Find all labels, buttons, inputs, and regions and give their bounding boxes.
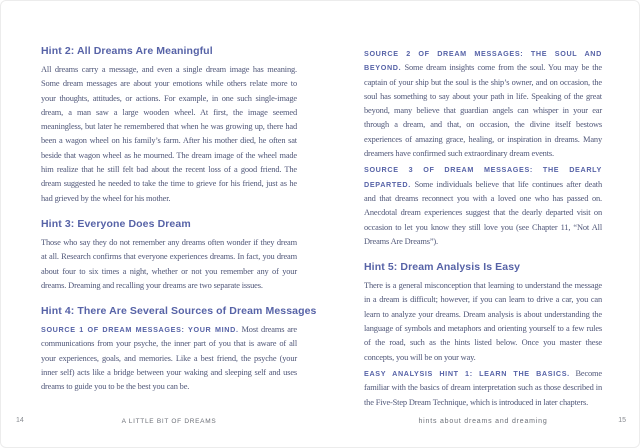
body-paragraph [41, 236, 297, 293]
paragraph-text: There is a general misconception that learning to understand the message in a dream is difficult; however, if you can learn to drive a car, you can learn to analyze your dreams. Dream analysis is about understanding the language of symbols and metaphors and orienting yourself to a few rules of the road, such as the hints listed below. Once you master these concepts, you will be on your way. [364, 281, 602, 362]
paragraph-text: Some dream insights come from the soul. You may be the captain of your ship but the soul is the ship’s owner, and on occasion, the soul has something to say about your path in life. Speaking of the great beyond, many believe that guardian angels can whisper in your ear through a dream, and that, on occasion, the divine itself bestows experiences of amazing grace, healing, or inspiration in dreams. Many dreamers have confirmed such extraordinary dream events. [364, 63, 602, 159]
section-hint-4 [41, 305, 317, 394]
section-heading: Hint 3: Everyone Does Dream [41, 217, 191, 230]
left-running-footer: A LITTLE BIT OF DREAMS [121, 418, 217, 425]
body-paragraph [41, 323, 297, 394]
paragraph-text: Those who say they do not remember any dreams often wonder if they dream at all. Research confirms that everyone experiences dreams. In fact, you dream about four to six times a night, whether or not you remember any of your dreams. Dreaming and recalling your dreams are two separate issues. [41, 237, 297, 290]
run-in-subheading: SOURCE 2 OF DREAM MESSAGES: THE SOUL AND BEYOND. [364, 49, 602, 73]
body-paragraph [364, 279, 602, 365]
left-page-text-column [41, 45, 317, 395]
section-sources-continued [364, 47, 602, 249]
section-heading: Hint 5: Dream Analysis Is Easy [364, 261, 521, 274]
body-paragraph [364, 47, 602, 161]
body-paragraph [364, 163, 602, 249]
paragraph-text: Most dreams are communications from your psyche, the inner part of you that is aware of all your experiences, goals, and memories. Like a best friend, the psyche (your inner self) acts like a bridge between your waking and sleeping self and uses dreams to guide you to be the best you can be. [41, 325, 297, 392]
section-hint-5 [364, 261, 602, 410]
section-heading: Hint 4: There Are Several Sources of Dream Messages [41, 305, 317, 318]
section-hint-3 [41, 218, 297, 293]
left-page-number: 14 [16, 417, 24, 424]
run-in-subheading: EASY ANALYSIS HINT 1: LEARN THE BASICS. [364, 368, 570, 378]
paragraph-text: Some individuals believe that life continues after death and that dreams reconnect you with a loved one who has passed on. Anecdotal dream experiences suggest that the dearly departed visit on occasion to let you know they still love you (see Chapter 11, “Not All Dreams Are Dreams”). [364, 179, 602, 246]
run-in-subheading: SOURCE 3 OF DREAM MESSAGES: THE DEARLY DEPARTED. [364, 165, 602, 189]
paragraph-text: Become familiar with the basics of dream interpretation such as those described in the Five-Step Dream Technique, which is introduced in later chapters. [364, 368, 602, 407]
run-in-subheading: SOURCE 1 OF DREAM MESSAGES: YOUR MIND. [41, 325, 239, 335]
body-paragraph [41, 63, 297, 206]
right-running-footer: hints about dreams and dreaming [418, 418, 548, 425]
section-heading: Hint 2: All Dreams Are Meaningful [41, 45, 213, 57]
body-paragraph [364, 367, 602, 410]
section-hint-2 [41, 45, 297, 206]
paragraph-text: All dreams carry a message, and even a single dream image has meaning. Some dream messages are about your emotions while others relate more to your thoughts, attitudes, or actions. For example, in one such single-image dream, a man saw a large wooden wheel. At first, the image seemed meaningless, but later he remembered that when he was growing up, there had been a wagon wheel on his family’s farm. After his mother died, he often sat beside that wagon wheel as he mourned. The dream image of the wheel made him realize that he still felt bad about the recent loss of a good friend. The dream suggested he needed to take the time to grieve for his friend, just as he had grieved by the wheel for his mother. [41, 65, 297, 203]
right-page-text-column [364, 47, 602, 410]
right-page-number: 15 [618, 417, 626, 424]
